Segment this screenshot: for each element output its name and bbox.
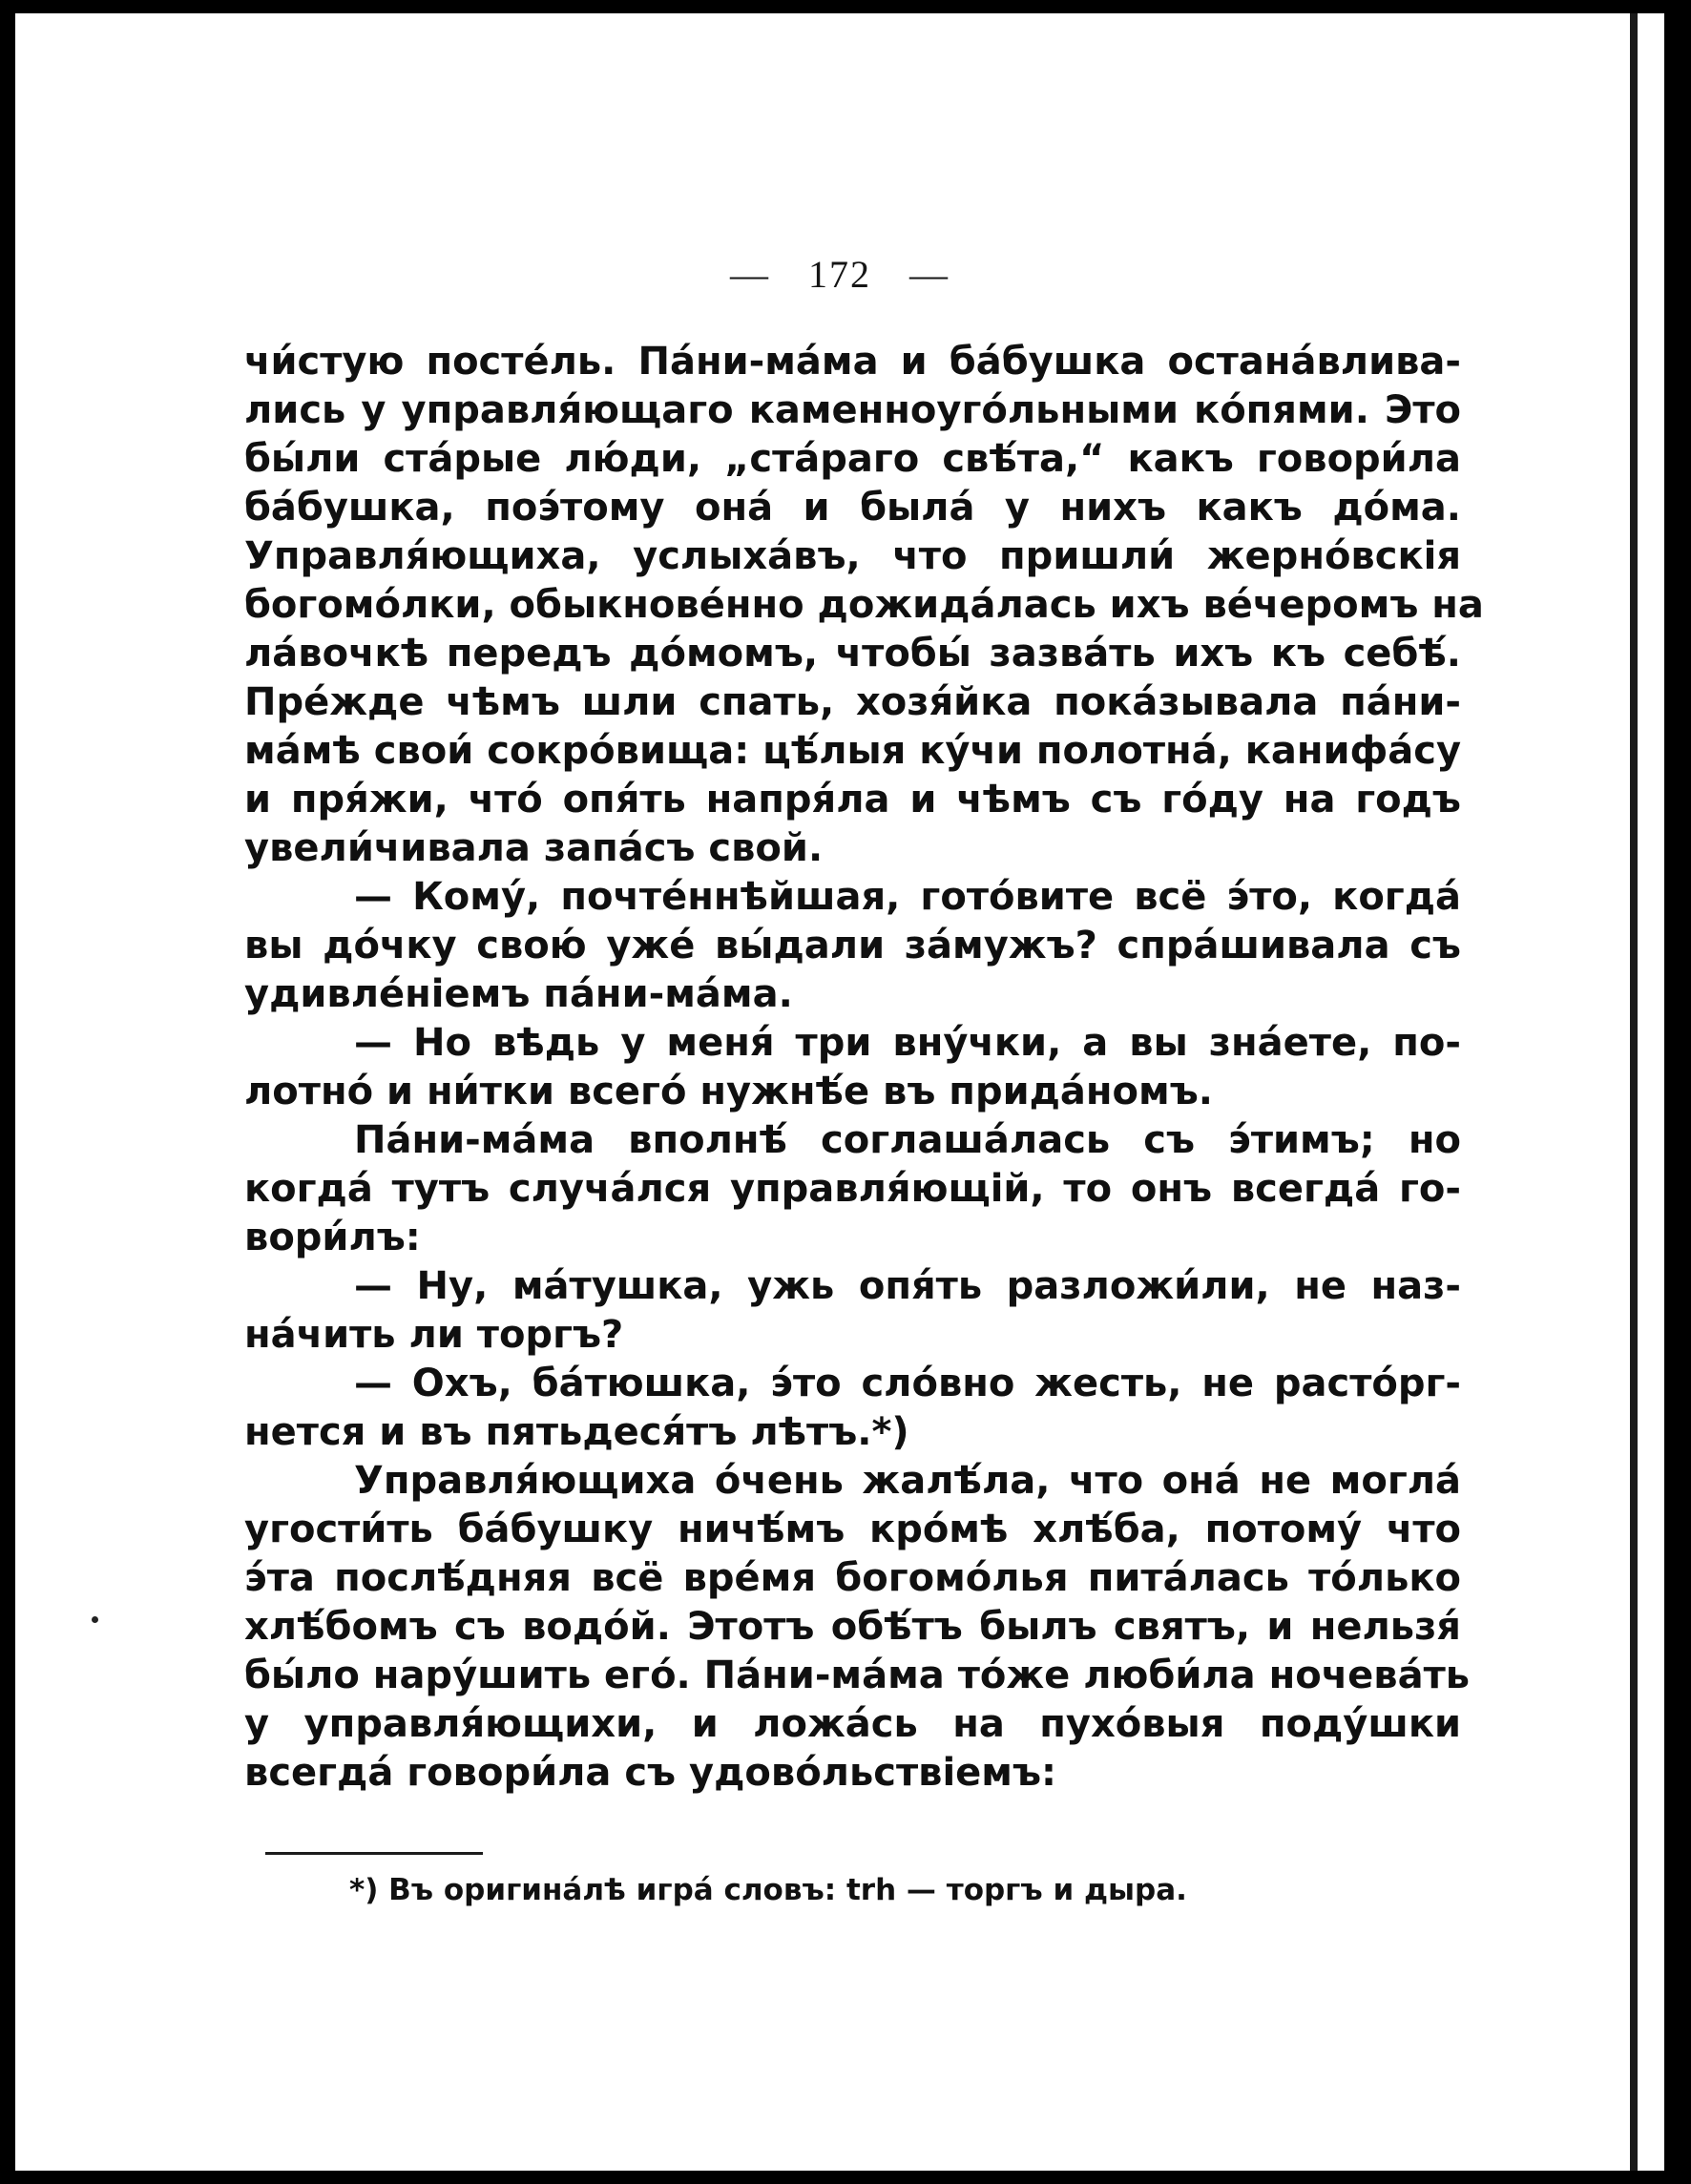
text-line: — Охъ, ба́тюшка, э́то сло́вно жесть, не расто́рг- (354, 1362, 1461, 1405)
text-line: на́чить ли торгъ? (244, 1313, 624, 1357)
text-line: у управля́ющихи, и ложа́сь на пухо́выя поду́шки (244, 1702, 1461, 1746)
footnote-divider (265, 1852, 483, 1855)
text-line: ма́мѣ свои́ сокро́вища: цѣ́лыя ку́чи полотна́, канифа́су (244, 729, 1462, 773)
text-line: бы́ли ста́рые лю́ди, „ста́раго свѣ́та,“ какъ говори́ла (244, 437, 1461, 481)
footnote: *) Въ оригина́лѣ игра́ словъ: trh — торгъ и дыра. (349, 1873, 1187, 1907)
text-line: ла́вочкѣ передъ до́момъ, чтобы́ зазва́ть ихъ къ себѣ́. (244, 632, 1461, 676)
text-line: Управля́ющиха о́чень жалѣ́ла, что она́ не могла́ (354, 1459, 1461, 1503)
text-line: увели́чивала запа́съ свой. (244, 826, 824, 870)
text-line: Па́ни-ма́ма вполнѣ́ соглаша́лась съ э́тимъ; но (354, 1118, 1461, 1162)
text-line: когда́ тутъ случа́лся управля́ющій, то онъ всегда́ го- (244, 1167, 1461, 1211)
text-line: удивле́ніемъ па́ни-ма́ма. (244, 972, 793, 1016)
text-line: угости́ть ба́бушку ничѣ́мъ кро́мѣ хлѣ́ба, потому́ что (244, 1508, 1461, 1551)
page-number-dash-left: — (730, 253, 770, 296)
text-line: — Кому́, почте́ннѣйшая, гото́вите всё э́то, когда́ (354, 875, 1461, 919)
scan-border (1664, 0, 1691, 2184)
page-number-value: 172 (808, 253, 871, 296)
text-line: чи́стую посте́ль. Па́ни-ма́ма и ба́бушка остана́влива- (244, 340, 1461, 384)
text-line: вори́лъ: (244, 1216, 421, 1259)
text-line: бы́ло нару́шить его́. Па́ни-ма́ма то́же люби́ла ночева́ть (244, 1654, 1471, 1697)
text-line: — Ну, ма́тушка, ужь опя́ть разложи́ли, не наз- (354, 1264, 1461, 1308)
text-line: Управля́ющиха, услыха́въ, что пришли́ жерно́вскія (244, 534, 1461, 578)
text-line: — Но вѣдь у меня́ три вну́чки, а вы зна́ете, по- (354, 1021, 1461, 1065)
text-line: лотно́ и ни́тки всего́ нужнѣ́е въ прида́номъ. (244, 1070, 1213, 1113)
page-number-dash-right: — (909, 253, 950, 296)
text-line: всегда́ говори́ла съ удово́льствіемъ: (244, 1751, 1057, 1795)
page-sheet (15, 13, 1664, 2171)
adjacent-page-strip (1638, 13, 1664, 2171)
text-line: э́та послѣ́дняя всё вре́мя богомо́лья пита́лась то́лько (244, 1556, 1461, 1600)
text-line: нется и въ пятьдеся́тъ лѣтъ.*) (244, 1410, 909, 1454)
text-line: ба́бушка, поэ́тому она́ и была́ у нихъ какъ до́ма. (244, 486, 1461, 530)
page-number (15, 252, 1664, 297)
page-edge-rule (1630, 13, 1638, 2171)
text-line: и пря́жи, что́ опя́ть напря́ла и чѣмъ съ го́ду на годъ (244, 778, 1461, 822)
text-line: хлѣ́бомъ съ водо́й. Этотъ обѣ́тъ былъ святъ, и нельзя́ (244, 1605, 1461, 1649)
text-line: вы до́чку свою́ уже́ вы́дали за́мужъ? спра́шивала съ (244, 924, 1461, 967)
body-text (244, 338, 1484, 1798)
print-speck (92, 1616, 98, 1623)
text-line: Пре́жде чѣмъ шли спать, хозя́йка пока́зывала па́ни- (244, 680, 1461, 724)
text-line: богомо́лки, обыкнове́нно дожида́лась ихъ ве́черомъ на (244, 583, 1484, 627)
text-line: лись у управля́ющаго каменноуго́льными ко́пями. Это (244, 388, 1461, 432)
